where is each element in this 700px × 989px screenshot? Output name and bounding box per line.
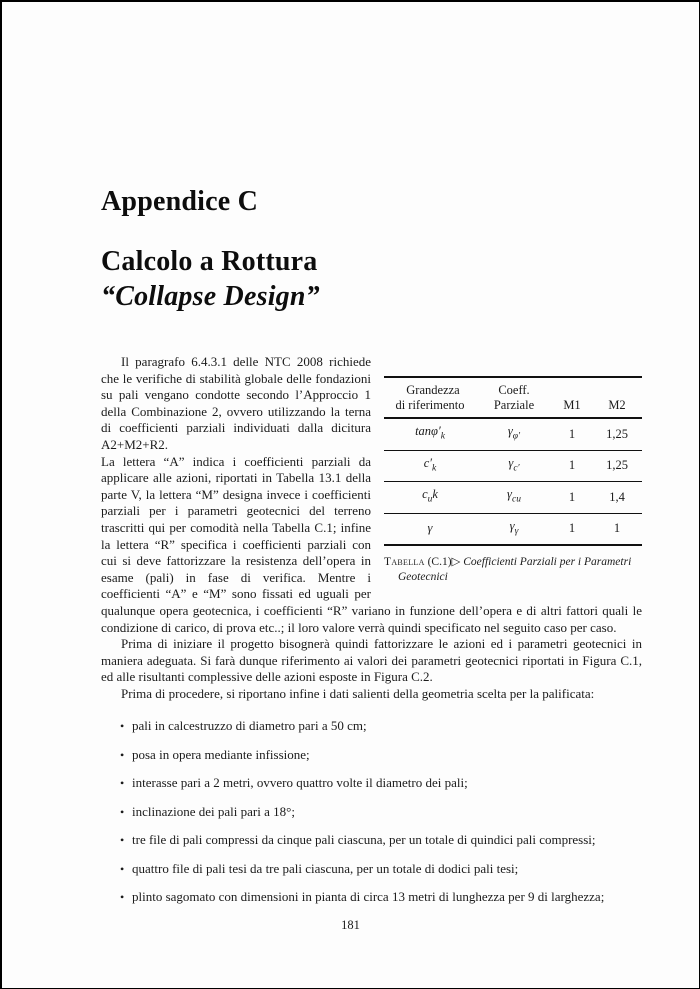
- table-caption-ref: (C.1): [427, 556, 452, 568]
- cell-quantity: $c_uk$: [422, 487, 438, 505]
- cell-m1: 1: [568, 458, 576, 473]
- list-item: • inclinazione dei pali pari a 18°;: [132, 804, 642, 820]
- cell-m1: 1: [568, 521, 576, 536]
- table-row: [384, 418, 642, 450]
- table-row: [384, 482, 642, 514]
- list-item: • interasse pari a 2 metri, ovvero quattro volte il diametro dei pali;: [132, 775, 642, 791]
- cell-coeff: $\gamma_{c'}$: [508, 455, 520, 473]
- table-caption: [384, 555, 642, 585]
- header-grandezza: Grandezza di riferimento: [395, 383, 465, 412]
- body-text: [101, 354, 642, 918]
- cell-coeff: $\gamma_{\varphi'}$: [507, 424, 521, 442]
- page-number: 181: [341, 918, 360, 932]
- table-header-row: [384, 377, 642, 418]
- paragraph-3: Prima di iniziare il progetto bisognerà quindi fattorizzare le azioni ed i parametri geotecnici in maniera adeguata. Si farà dunque riferimento ai valori dei parametri geotecnici riportati in Figura C.1, ed alle risultanti complessive delle azioni esposte in Figura C.2.: [101, 636, 642, 685]
- list-item: • plinto sagomato con dimensioni in pianta di circa 13 metri di lunghezza per 9 di larghezza;: [132, 889, 642, 905]
- geometry-list: [101, 718, 642, 905]
- header-m2: M2: [608, 398, 626, 412]
- table-caption-text: Coefficienti Parziali per i Parametri Geotecnici: [398, 556, 632, 583]
- cell-quantity: $c'_k$: [423, 455, 437, 473]
- coefficients-table-block: [384, 354, 642, 585]
- chapter-title: Calcolo a Rottura: [101, 246, 318, 277]
- table-row: [384, 450, 642, 482]
- paragraph-4: Prima di procedere, si riportano infine i dati salienti della geometria scelta per la palificata:: [121, 685, 595, 701]
- coefficients-table: [384, 376, 642, 546]
- cell-m2: 1,25: [606, 458, 628, 473]
- cell-m2: 1,25: [606, 426, 628, 441]
- list-item: • quattro file di pali tesi da tre pali ciascuna, per un totale di dodici pali tesi;: [132, 861, 642, 877]
- cell-m1: 1: [568, 426, 576, 441]
- cell-m2: 1: [613, 521, 621, 536]
- table-caption-label: Tabella: [384, 556, 425, 568]
- list-item: • posa in opera mediante infissione;: [132, 747, 642, 763]
- header-m1: M1: [563, 398, 581, 412]
- paragraph-1: Il paragrafo 6.4.3.1 delle NTC 2008 richiede che le verifiche di stabilità globale delle fondazioni su pali vengano condotte secondo l’Approccio 1 della Combinazione 2, ovvero utilizzando la terna di coefficienti parziali individuati dalla dicitura A2+M2+R2.: [101, 354, 371, 452]
- list-item: • tre file di pali compressi da cinque pali ciascuna, per un totale di quindici pali compressi;: [132, 832, 642, 848]
- triangle-marker-icon: ▷: [451, 556, 461, 568]
- paragraph-2: La lettera “A” indica i coefficienti parziali da applicare alle azioni, riportati in Tabella 13.1 della parte V, la lettera “M” designa invece i coefficienti parziali per i parametri geotecnici del terreno trascritti qui per comodità nella Tabella C.1; infine la lettera “R” specifica i coefficienti parziali con cui si deve fattorizzare la resistenza dell’opera in esame (pali) in fase di verifica. Mentre i coefficienti “A” e “M” sono fissati ed uguali per qualunque opera geotecnica, i coefficienti “R” variano in funzione dell’opera e di altri fattori quali le condizione di carico, di prova etc..; il loro valore verrà quindi specificato nel seguito caso per caso.: [101, 453, 642, 635]
- cell-coeff: $\gamma_\gamma$: [509, 518, 519, 536]
- cell-quantity: γ: [427, 521, 433, 536]
- cell-quantity: $\tan\varphi'_k$: [415, 424, 445, 442]
- header-coeff-parziale: Coeff. Parziale: [493, 383, 535, 412]
- chapter-subtitle: “Collapse Design”: [101, 281, 320, 312]
- cell-m1: 1: [568, 489, 576, 504]
- cell-coeff: $\gamma_{cu}$: [507, 487, 521, 505]
- list-item: • pali in calcestruzzo di diametro pari a 50 cm;: [132, 718, 642, 734]
- table-row: [384, 513, 642, 545]
- cell-m2: 1,4: [609, 489, 625, 504]
- appendix-heading: Appendice C: [101, 186, 258, 217]
